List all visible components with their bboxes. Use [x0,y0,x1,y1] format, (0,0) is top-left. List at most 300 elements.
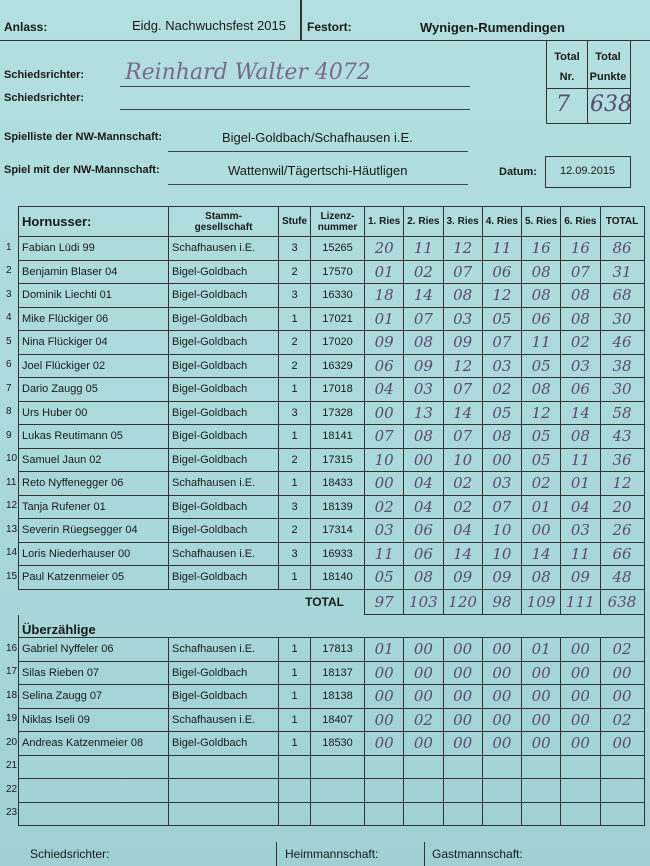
schiedsrichter-line-2 [120,109,470,110]
player-total: 12 [600,472,644,496]
ries-5-score: 01 [522,495,561,519]
ries-5-score: 05 [522,354,561,378]
player-club: Bigel-Goldbach [169,732,279,756]
player-total: 86 [600,237,644,261]
player-name: Reto Nyffenegger 06 [19,472,169,496]
festort-value: Wynigen-Rumendingen [420,20,565,35]
player-name: Severin Rüegsegger 04 [19,519,169,543]
player-stufe: 3 [279,284,311,308]
total-box-divider [546,88,630,89]
ries-3-score: 00 [443,732,482,756]
player-name [19,802,169,826]
ries-5-score: 00 [522,732,561,756]
ries-6-score: 00 [561,732,600,756]
player-total [600,802,644,826]
ries-6-score: 14 [561,401,600,425]
ries-6-score: 08 [561,425,600,449]
player-lizenz: 15265 [311,237,365,261]
row-number: 15 [6,570,18,582]
ries-1-score: 00 [365,732,404,756]
player-lizenz: 18141 [311,425,365,449]
col-ries-1: 1. Ries [365,207,404,237]
header-divider [300,0,302,40]
player-name: Dominik Liechti 01 [19,284,169,308]
datum-value: 12.09.2015 [560,165,616,177]
player-stufe: 2 [279,260,311,284]
table-row [19,519,645,543]
datum-label: Datum: [499,166,537,178]
ries-5-score: 12 [522,401,561,425]
player-club: Schafhausen i.E. [169,472,279,496]
table-row [19,495,645,519]
ries-4-score: 05 [482,307,521,331]
ries-2-score [404,802,443,826]
player-lizenz: 16330 [311,284,365,308]
ries-5-score: 11 [522,331,561,355]
ries-1-score [365,779,404,803]
table-row [19,284,645,308]
ries-3-score: 14 [443,401,482,425]
player-lizenz: 17018 [311,378,365,402]
ries-2-score: 00 [404,448,443,472]
player-lizenz: 17570 [311,260,365,284]
player-stufe: 3 [279,542,311,566]
player-stufe: 2 [279,331,311,355]
schiedsrichter-signature: Reinhard Walter 4072 [125,60,371,85]
ries-3-score: 04 [443,519,482,543]
ries-5-score: 06 [522,307,561,331]
player-name [19,755,169,779]
ries-3-score: 10 [443,448,482,472]
ries-4-score: 08 [482,425,521,449]
table-row [19,779,645,803]
spielliste-label: Spielliste der NW-Mannschaft: [4,131,163,143]
table-row [19,661,645,685]
player-total: 66 [600,542,644,566]
ries-4-score: 00 [482,448,521,472]
ries-2-score: 02 [404,260,443,284]
ries-1-score: 03 [365,519,404,543]
player-club: Bigel-Goldbach [169,260,279,284]
ries-3-score: 12 [443,354,482,378]
ries-2-score: 00 [404,638,443,662]
ries-3-score [443,755,482,779]
ries-5-score: 08 [522,284,561,308]
player-total: 31 [600,260,644,284]
player-club: Bigel-Goldbach [169,425,279,449]
ries-4-score: 06 [482,260,521,284]
player-stufe: 1 [279,307,311,331]
ries-4-score: 00 [482,732,521,756]
table-row [19,685,645,709]
player-name: Paul Katzenmeier 05 [19,566,169,590]
player-stufe: 1 [279,685,311,709]
schiedsrichter-label-2: Schiedsrichter: [4,92,85,104]
ries-6-score: 11 [561,448,600,472]
ries-4-score: 00 [482,638,521,662]
col-ries-4: 4. Ries [482,207,521,237]
table-row [19,448,645,472]
total-ries-3: 120 [443,589,482,615]
ries-1-score: 00 [365,472,404,496]
player-stufe: 3 [279,237,311,261]
player-total: 00 [600,661,644,685]
ries-6-score: 06 [561,378,600,402]
ries-5-score: 00 [522,661,561,685]
player-lizenz: 17020 [311,331,365,355]
player-club [169,802,279,826]
ries-5-score: 08 [522,378,561,402]
player-club: Bigel-Goldbach [169,495,279,519]
row-number: 2 [6,265,12,276]
player-club: Bigel-Goldbach [169,566,279,590]
footer-divider-2 [424,842,425,866]
ries-1-score: 10 [365,448,404,472]
player-club: Schafhausen i.E. [169,237,279,261]
ries-4-score: 00 [482,685,521,709]
ries-1-score [365,755,404,779]
ries-5-score: 05 [522,425,561,449]
ries-6-score: 00 [561,708,600,732]
ries-2-score: 08 [404,331,443,355]
ries-4-score: 00 [482,661,521,685]
ries-1-score: 00 [365,401,404,425]
player-total: 30 [600,307,644,331]
ries-2-score: 02 [404,708,443,732]
ries-5-score: 00 [522,685,561,709]
player-total: 46 [600,331,644,355]
player-total: 20 [600,495,644,519]
ries-2-score: 00 [404,661,443,685]
player-club: Bigel-Goldbach [169,661,279,685]
player-name: Silas Rieben 07 [19,661,169,685]
player-club: Bigel-Goldbach [169,307,279,331]
ries-6-score: 00 [561,661,600,685]
table-row [19,331,645,355]
row-number: 17 [6,666,18,677]
ries-2-score: 04 [404,472,443,496]
row-number: 7 [6,382,12,394]
player-stufe: 1 [279,661,311,685]
player-total: 48 [600,566,644,590]
ries-3-score [443,779,482,803]
player-lizenz: 17314 [311,519,365,543]
ries-5-score: 14 [522,542,561,566]
player-total: 02 [600,638,644,662]
footer-heimmannschaft-label: Heimmannschaft: [285,847,379,861]
player-lizenz: 18433 [311,472,365,496]
ries-4-score: 10 [482,542,521,566]
col-stufe: Stufe [279,207,311,237]
table-row [19,401,645,425]
row-number: 12 [6,500,18,511]
total-ries-1: 97 [365,589,404,615]
ries-4-score [482,779,521,803]
row-number: 21 [6,760,18,771]
player-lizenz [311,802,365,826]
ries-1-score: 05 [365,566,404,590]
ries-4-score: 03 [482,472,521,496]
ries-4-score: 12 [482,284,521,308]
ries-3-score: 00 [443,708,482,732]
player-stufe: 3 [279,401,311,425]
ries-6-score: 09 [561,566,600,590]
ries-6-score: 16 [561,237,600,261]
player-stufe: 2 [279,448,311,472]
spiel-mit-line [168,184,468,185]
total-row-label: TOTAL [305,595,344,609]
player-stufe: 1 [279,472,311,496]
col-total: TOTAL [600,207,644,237]
row-number: 22 [6,783,18,795]
ries-6-score: 01 [561,472,600,496]
schiedsrichter-line-1 [120,86,470,87]
player-stufe: 2 [279,519,311,543]
ries-1-score: 04 [365,378,404,402]
total-grand: 638 [600,589,644,615]
table-row [19,354,645,378]
player-stufe: 3 [279,495,311,519]
row-number: 23 [6,807,18,818]
players-body [19,237,645,590]
player-name: Tanja Rufener 01 [19,495,169,519]
player-total [600,755,644,779]
player-stufe: 2 [279,354,311,378]
player-total: 36 [600,448,644,472]
ries-3-score: 09 [443,331,482,355]
player-total: 30 [600,378,644,402]
ries-4-score: 09 [482,566,521,590]
ries-1-score [365,802,404,826]
col-ries-2: 2. Ries [404,207,443,237]
ries-2-score: 11 [404,237,443,261]
table-row [19,802,645,826]
table-row [19,638,645,662]
player-lizenz [311,755,365,779]
table-row [19,425,645,449]
ries-4-score [482,802,521,826]
ries-1-score: 09 [365,331,404,355]
player-lizenz: 17021 [311,307,365,331]
festort-label: Festort: [307,20,352,34]
hornusser-table [18,206,645,826]
col-stammgesellschaft: Stamm- gesellschaft [169,207,279,237]
ries-4-score: 02 [482,378,521,402]
ries-4-score [482,755,521,779]
ries-4-score: 00 [482,708,521,732]
ries-1-score: 01 [365,638,404,662]
ries-2-score: 09 [404,354,443,378]
ries-6-score: 02 [561,331,600,355]
row-number: 9 [6,429,12,441]
player-total: 43 [600,425,644,449]
ries-6-score: 07 [561,260,600,284]
ries-1-score: 20 [365,237,404,261]
player-club: Schafhausen i.E. [169,708,279,732]
ries-2-score: 03 [404,378,443,402]
spiel-mit-label: Spiel mit der NW-Mannschaft: [4,164,160,176]
player-total: 38 [600,354,644,378]
ries-2-score: 00 [404,685,443,709]
player-club: Bigel-Goldbach [169,284,279,308]
player-club: Schafhausen i.E. [169,542,279,566]
player-lizenz: 18137 [311,661,365,685]
ries-6-score: 03 [561,354,600,378]
ries-1-score: 11 [365,542,404,566]
ries-2-score [404,755,443,779]
row-number: 20 [6,736,18,748]
player-lizenz: 16933 [311,542,365,566]
table-row [19,708,645,732]
ries-6-score [561,755,600,779]
ries-4-score: 07 [482,495,521,519]
player-lizenz [311,779,365,803]
row-number: 8 [6,406,12,417]
player-club: Schafhausen i.E. [169,638,279,662]
player-name: Lukas Reutimann 05 [19,425,169,449]
spielliste-value: Bigel-Goldbach/Schafhausen i.E. [222,130,413,145]
footer-divider-1 [276,842,277,866]
player-club: Bigel-Goldbach [169,354,279,378]
total-nr-value: 7 [556,92,570,117]
ries-6-score: 11 [561,542,600,566]
ries-6-score: 04 [561,495,600,519]
total-punkte-header: Total Punkte [589,51,627,83]
player-name: Samuel Jaun 02 [19,448,169,472]
ries-1-score: 07 [365,425,404,449]
row-number: 5 [6,335,12,347]
ries-3-score: 07 [443,425,482,449]
table-row [19,260,645,284]
table-row [19,472,645,496]
ries-3-score: 14 [443,542,482,566]
player-stufe: 1 [279,732,311,756]
ries-1-score: 18 [365,284,404,308]
player-stufe: 1 [279,425,311,449]
ries-5-score: 00 [522,519,561,543]
ries-3-score: 07 [443,260,482,284]
spielliste-line [168,151,468,152]
footer-schiedsrichter-label: Schiedsrichter: [30,847,110,861]
ries-5-score [522,755,561,779]
player-stufe [279,802,311,826]
player-name: Joel Flückiger 02 [19,354,169,378]
ries-2-score: 06 [404,542,443,566]
player-stufe: 1 [279,566,311,590]
ries-5-score: 08 [522,260,561,284]
total-ries-5: 109 [522,589,561,615]
ries-4-score: 03 [482,354,521,378]
player-stufe [279,755,311,779]
ries-5-score: 08 [522,566,561,590]
player-lizenz: 16329 [311,354,365,378]
col-lizenznummer: Lizenz- nummer [311,207,365,237]
ries-1-score: 00 [365,708,404,732]
row-number: 16 [6,642,18,654]
ries-6-score [561,802,600,826]
player-name: Gabriel Nyffeler 06 [19,638,169,662]
ries-2-score: 08 [404,425,443,449]
player-name: Fabian Lüdi 99 [19,237,169,261]
ries-6-score [561,779,600,803]
player-name: Mike Flückiger 06 [19,307,169,331]
table-row [19,732,645,756]
ries-3-score: 03 [443,307,482,331]
player-name: Niklas Iseli 09 [19,708,169,732]
anlass-label: Anlass: [4,20,48,34]
player-name: Nina Flückiger 04 [19,331,169,355]
ries-2-score: 08 [404,566,443,590]
player-name: Benjamin Blaser 04 [19,260,169,284]
ries-3-score: 09 [443,566,482,590]
row-number: 11 [6,476,17,488]
table-row [19,755,645,779]
ries-2-score [404,779,443,803]
ries-2-score: 06 [404,519,443,543]
row-number: 3 [6,288,12,300]
ries-1-score: 02 [365,495,404,519]
table-row [19,378,645,402]
player-total: 00 [600,732,644,756]
player-club: Bigel-Goldbach [169,685,279,709]
ries-3-score: 00 [443,685,482,709]
player-lizenz: 18407 [311,708,365,732]
footer-gastmannschaft-label: Gastmannschaft: [432,847,523,861]
player-name: Urs Huber 00 [19,401,169,425]
ries-3-score: 02 [443,495,482,519]
total-ries-6: 111 [561,589,600,615]
player-lizenz: 18140 [311,566,365,590]
player-club: Bigel-Goldbach [169,519,279,543]
player-club [169,755,279,779]
row-number: 1 [6,241,12,253]
ries-6-score: 08 [561,284,600,308]
ries-2-score: 07 [404,307,443,331]
player-club: Bigel-Goldbach [169,448,279,472]
player-stufe: 1 [279,708,311,732]
player-total [600,779,644,803]
ries-5-score [522,802,561,826]
spiel-mit-value: Wattenwil/Tägertschi-Häutligen [228,163,408,178]
ries-2-score: 00 [404,732,443,756]
ries-2-score: 14 [404,284,443,308]
row-number: 10 [6,453,18,464]
ries-5-score: 05 [522,448,561,472]
ries-3-score: 02 [443,472,482,496]
ries-1-score: 06 [365,354,404,378]
player-name [19,779,169,803]
table-row [19,542,645,566]
table-row [19,237,645,261]
ries-1-score: 00 [365,661,404,685]
player-total: 02 [600,708,644,732]
player-total: 00 [600,685,644,709]
total-nr-header: Total Nr. [554,51,580,83]
player-club [169,779,279,803]
player-name: Loris Niederhauser 00 [19,542,169,566]
extras-body [19,638,645,826]
row-number: 18 [6,689,18,701]
player-stufe [279,779,311,803]
player-lizenz: 18138 [311,685,365,709]
ries-1-score: 01 [365,307,404,331]
ries-3-score: 07 [443,378,482,402]
ries-4-score: 05 [482,401,521,425]
player-lizenz: 18139 [311,495,365,519]
ries-1-score: 00 [365,685,404,709]
table-row [19,307,645,331]
ries-3-score: 12 [443,237,482,261]
